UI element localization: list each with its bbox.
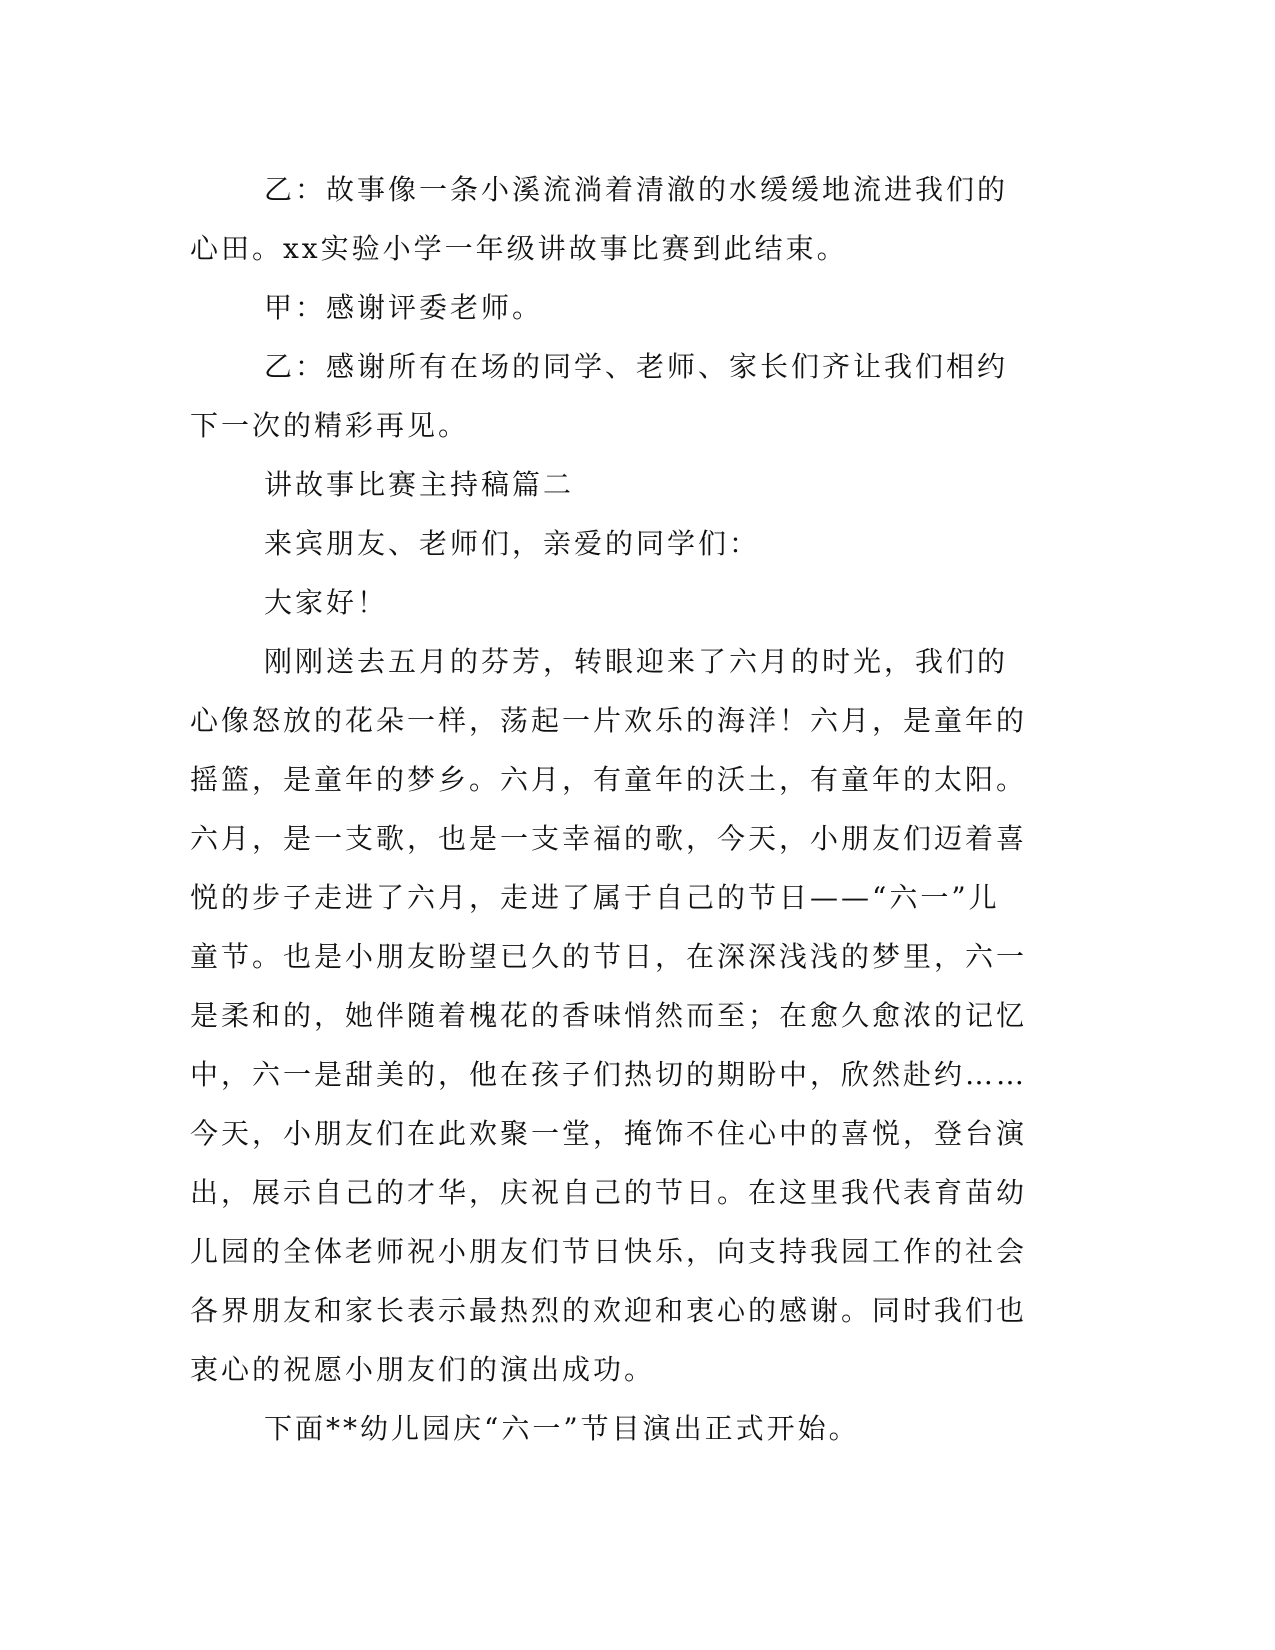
paragraph-greeting-guests: 来宾朋友、老师们，亲爱的同学们： — [264, 527, 761, 560]
paragraph-closing-remark: 乙：故事像一条小溪流淌着清澈的水缓缓地流进我们的心田。xx实验小学一年级讲故事比赛到此结束。 — [190, 173, 1009, 265]
section-heading: 讲故事比赛主持稿篇二 — [264, 468, 575, 501]
paragraph-start-announcement: 下面**幼儿园庆“六一”节目演出正式开始。 — [264, 1412, 860, 1445]
paragraph-opening-speech: 刚刚送去五月的芬芳，转眼迎来了六月的时光，我们的心像怒放的花朵一样，荡起一片欢乐的海洋！六月，是童年的摇篮，是童年的梦乡。六月，有童年的沃土，有童年的太阳。六月，是一支歌，也是一支幸福的歌，今天，小朋友们迈着喜悦的步子走进了六月，走进了属于自己的节日——“六一”儿童节。也是小朋友盼望已久的节日，在深深浅浅的梦里，六一是柔和的，她伴随着槐花的香味悄然而至；在愈久愈浓的记忆中，六一是甜美的，他在孩子们热切的期盼中，欣然赴约……今天，小朋友们在此欢聚一堂，掩饰不住心中的喜悦，登台演出，展示自己的才华，庆祝自己的节日。在这里我代表育苗幼儿园的全体老师祝小朋友们节日快乐，向支持我园工作的社会各界朋友和家长表示最热烈的欢迎和衷心的感谢。同时我们也衷心的祝愿小朋友们的演出成功。 — [190, 645, 1028, 1386]
paragraph-thanks-audience: 乙：感谢所有在场的同学、老师、家长们齐让我们相约下一次的精彩再见。 — [190, 350, 1009, 442]
paragraph-thanks-judges: 甲：感谢评委老师。 — [264, 291, 544, 324]
paragraph-hello: 大家好！ — [264, 586, 389, 619]
